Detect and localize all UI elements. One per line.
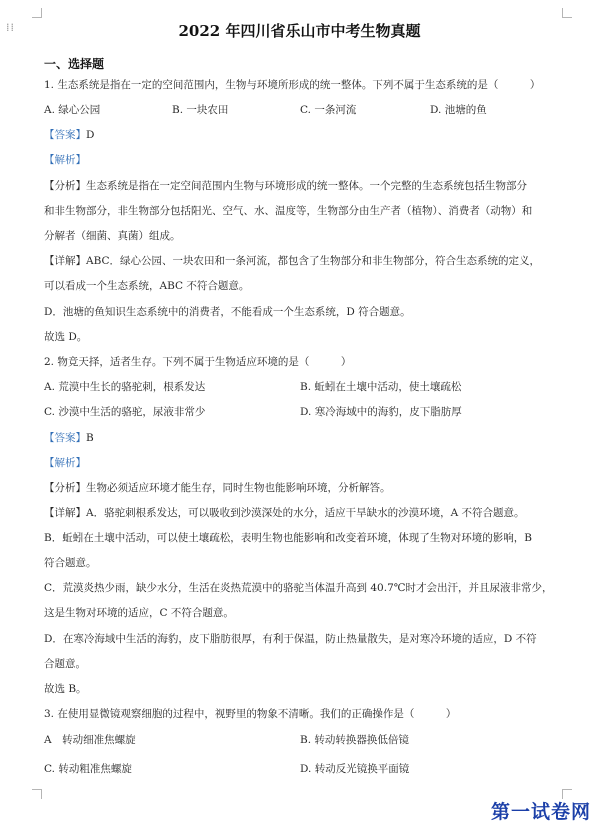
corner-mark-top-right (562, 8, 572, 18)
drag-handle-icon[interactable]: ⁞⁞ (6, 21, 15, 34)
question-3-stem: 3. 在使用显微镜观察细胞的过程中，视野里的物象不清晰。我们的正确操作是（ ） (44, 708, 457, 720)
q2-answer (44, 431, 564, 445)
q1-answer-tag: 【答案】 (44, 129, 86, 141)
q2-line-2: 【详解】A．骆驼刺根系发达，可以吸收到沙漠深处的水分，适应干旱缺水的沙漠环境，A 不符合题意。 (44, 507, 525, 519)
site-watermark: 第一试卷网 (490, 801, 591, 823)
q2-line-4: 符合题意。 (44, 557, 97, 569)
q1-option-c: C. 一条河流 (300, 104, 357, 116)
q2-answer-value: B (86, 432, 94, 444)
q2-line-5: C．荒漠炎热少雨，缺少水分，生活在炎热荒漠中的骆驼当体温升高到 40.7℃时才会出汗，并且尿液非常少， (44, 582, 553, 594)
q2-line-8: 合题意。 (44, 658, 86, 670)
q1-line-4: 【详解】ABC．绿心公园、一块农田和一条河流，都包含了生物部分和非生物部分，符合生态系统的定义， (44, 255, 541, 267)
q2-line-9: 故选 B。 (44, 683, 87, 695)
q2-option-c: C. 沙漠中生活的骆驼，尿液非常少 (44, 406, 206, 418)
q2-answer-tag: 【答案】 (44, 432, 86, 444)
q2-line-6: 这是生物对环境的适应，C 不符合题意。 (44, 607, 234, 619)
q3-option-a: A 转动细准焦螺旋 (44, 734, 136, 746)
q1-line-6: D．池塘的鱼知识生态系统中的消费者，不能看成一个生态系统，D 符合题意。 (44, 306, 411, 318)
q1-line-5: 可以看成一个生态系统，ABC 不符合题意。 (44, 280, 250, 292)
q1-answer-value: D (86, 129, 95, 141)
q1-line-2: 和非生物部分，非生物部分包括阳光、空气、水、温度等，生物部分由生产者（植物）、消费者（动物）和 (44, 205, 533, 217)
q3-option-d: D. 转动反光镜换平面镜 (300, 763, 410, 775)
q1-option-a: A. 绿心公园 (44, 104, 101, 116)
q1-line-1: 【分析】生态系统是指在一定空间范围内生物与环境形成的统一整体。一个完整的生态系统包括生物部分 (44, 180, 527, 192)
q2-option-d: D. 寒冷海域中的海豹，皮下脂肪厚 (300, 406, 462, 418)
q2-line-7: D．在寒冷海域中生活的海豹，皮下脂肪很厚，有利于保温，防止热量散失，是对寒冷环境的适应，D 不符 (44, 633, 537, 645)
q3-option-c: C. 转动粗准焦螺旋 (44, 763, 132, 775)
q1-answer (44, 128, 564, 142)
q2-analysis-tag: 【解析】 (44, 457, 86, 469)
q1-analysis-tag: 【解析】 (44, 154, 86, 166)
q1-option-d: D. 池塘的鱼 (430, 104, 487, 116)
page-title: 2022 年四川省乐山市中考生物真题 (178, 22, 421, 40)
q3-option-b: B. 转动转换器换低倍镜 (300, 734, 409, 746)
q2-option-b: B. 蚯蚓在土壤中活动，使土壤疏松 (300, 381, 462, 393)
q1-line-3: 分解者（细菌、真菌）组成。 (44, 230, 181, 242)
corner-mark-top-left (32, 8, 42, 18)
question-1-stem: 1. 生态系统是指在一定的空间范围内，生物与环境所形成的统一整体。下列不属于生态系统的是（ ） (44, 79, 541, 91)
corner-mark-bottom-left (32, 789, 42, 799)
question-2-stem: 2. 物竞天择，适者生存。下列不属于生物适应环境的是（ ） (44, 356, 352, 368)
q1-line-7: 故选 D。 (44, 331, 88, 343)
q1-option-b: B. 一块农田 (172, 104, 229, 116)
q2-line-1: 【分析】生物必须适应环境才能生存，同时生物也能影响环境，分析解答。 (44, 482, 391, 494)
section-heading: 一、选择题 (44, 57, 105, 71)
q2-line-3: B．蚯蚓在土壤中活动，可以使土壤疏松，表明生物也能影响和改变着环境，体现了生物对环境的影响，B (44, 532, 532, 544)
q2-option-a: A. 荒漠中生长的骆驼刺，根系发达 (44, 381, 206, 393)
